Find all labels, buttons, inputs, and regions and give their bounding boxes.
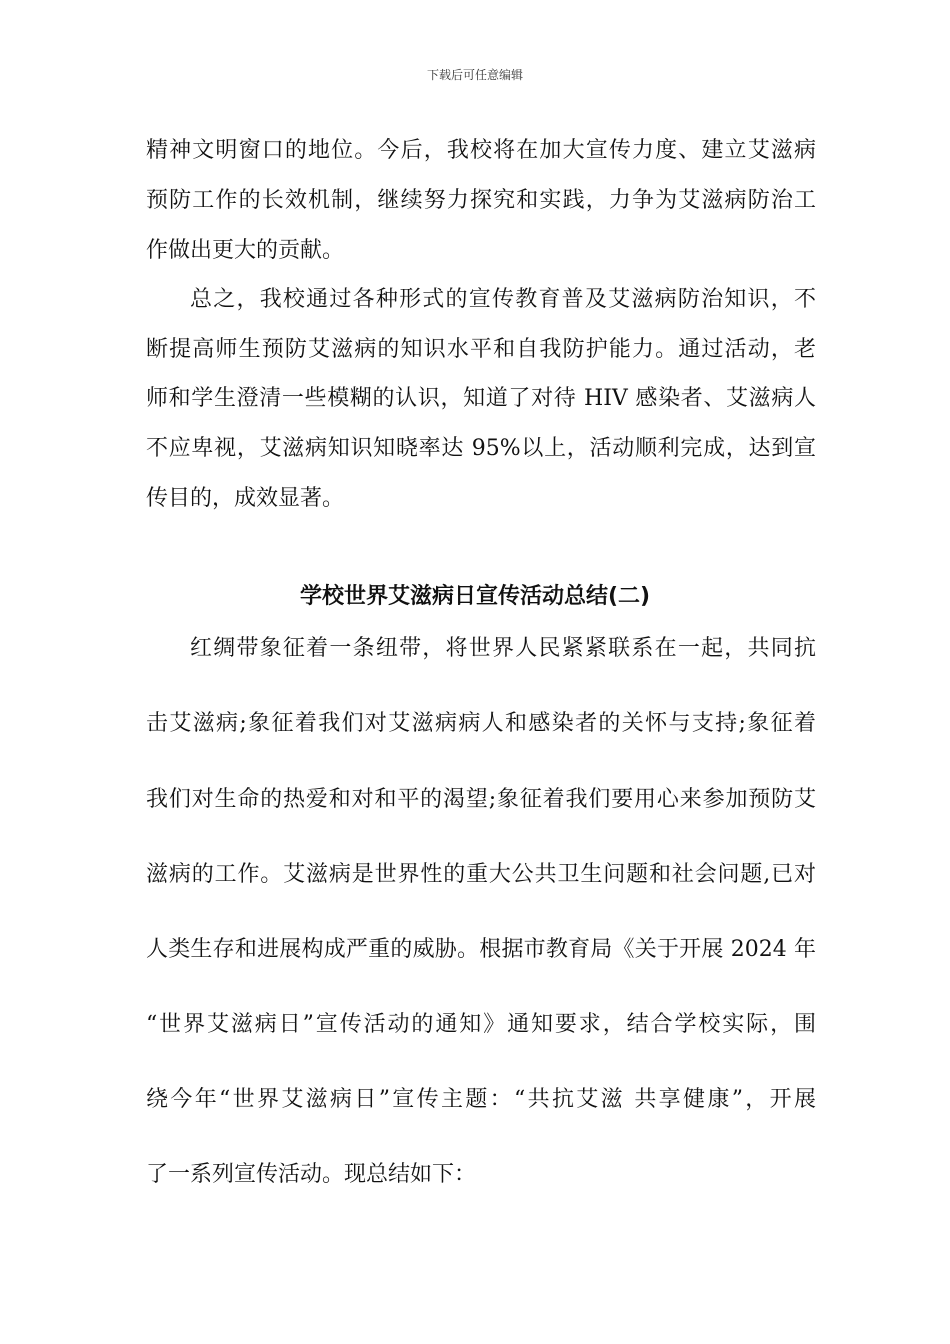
page-header: 下载后可任意编辑 — [426, 68, 523, 82]
paragraph-line: 总之，我校通过各种形式的宣传教育普及艾滋病防治知识，不 — [190, 287, 816, 312]
paragraph-line: 红绸带象征着一条纽带，将世界人民紧紧联系在一起，共同抗 — [190, 636, 816, 661]
paragraph-line: 了一系列宣传活动。现总结如下： — [146, 1162, 477, 1187]
paragraph-line: 不应卑视，艾滋病知识知晓率达 95%以上，活动顺利完成，达到宣 — [146, 436, 816, 461]
paragraph-line: 师和学生澄清一些模糊的认识，知道了对待 HIV 感染者、艾滋病人 — [146, 386, 816, 411]
paragraph-line: 传目的，成效显著。 — [146, 486, 345, 511]
paragraph-line: 作做出更大的贡献。 — [146, 238, 345, 263]
paragraph-line: 滋病的工作。艾滋病是世界性的重大公共卫生问题和社会问题,已对 — [146, 862, 816, 887]
paragraph-line: 绕今年“世界艾滋病日”宣传主题：“共抗艾滋 共享健康”，开展 — [146, 1087, 816, 1112]
paragraph-line: 断提高师生预防艾滋病的知识水平和自我防护能力。通过活动，老 — [146, 337, 816, 362]
paragraph-line: 击艾滋病;象征着我们对艾滋病病人和感染者的关怀与支持;象征着 — [146, 711, 816, 736]
paragraph-line: 预防工作的长效机制，继续努力探究和实践，力争为艾滋病防治工 — [146, 188, 816, 213]
paragraph-line: 人类生存和进展构成严重的威胁。根据市教育局《关于开展 2024 年 — [146, 937, 816, 962]
paragraph-line: 精神文明窗口的地位。今后，我校将在加大宣传力度、建立艾滋病 — [146, 138, 816, 163]
paragraph-line: 我们对生命的热爱和对和平的渴望;象征着我们要用心来参加预防艾 — [146, 787, 816, 812]
paragraph-line: “世界艾滋病日”宣传活动的通知》通知要求，结合学校实际，围 — [146, 1012, 816, 1037]
section-title: 学校世界艾滋病日宣传活动总结(二) — [299, 584, 651, 609]
